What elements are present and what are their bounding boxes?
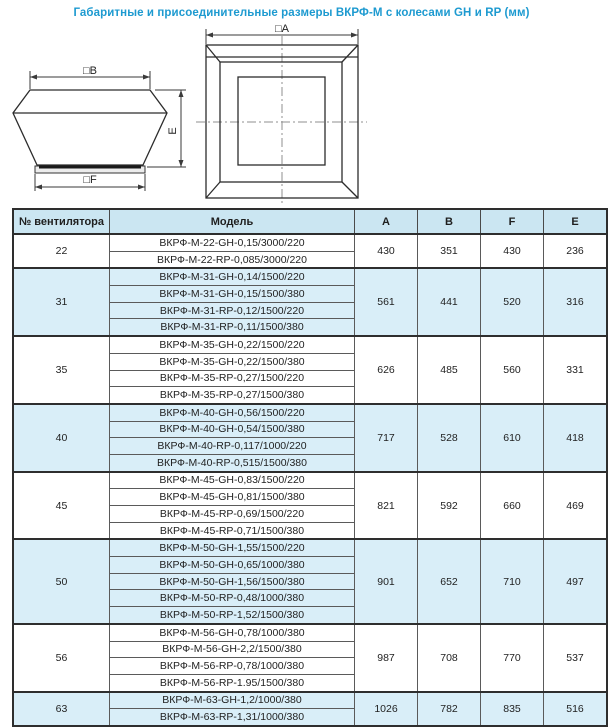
model-cell: ВКРФ-М-50-GH-1,55/1500/220 bbox=[110, 539, 355, 556]
model-cell: ВКРФ-М-50-GH-0,65/1000/380 bbox=[110, 557, 355, 574]
dim-e-cell: 418 bbox=[544, 404, 608, 472]
model-cell: ВКРФ-М-35-GH-0,22/1500/380 bbox=[110, 353, 355, 370]
dim-e-cell: 469 bbox=[544, 472, 608, 540]
table-row bbox=[13, 404, 607, 421]
dim-a-cell: 987 bbox=[355, 624, 418, 692]
dim-e-cell: 516 bbox=[544, 692, 608, 726]
dim-label-f: □F bbox=[83, 174, 97, 186]
dim-e-cell: 331 bbox=[544, 336, 608, 404]
model-cell: ВКРФ-М-45-RP-0,71/1500/380 bbox=[110, 522, 355, 539]
dim-a-cell: 561 bbox=[355, 268, 418, 336]
header-dim-e: E bbox=[544, 209, 608, 234]
fan-number-cell: 31 bbox=[13, 268, 110, 336]
dimensions-table bbox=[12, 208, 608, 727]
dim-f-cell: 430 bbox=[481, 234, 544, 268]
dim-f-cell: 520 bbox=[481, 268, 544, 336]
dim-b-cell: 652 bbox=[418, 539, 481, 623]
fan-number-cell: 50 bbox=[13, 539, 110, 623]
table-row bbox=[13, 268, 607, 285]
dim-e-cell: 497 bbox=[544, 539, 608, 623]
model-cell: ВКРФ-М-56-RP-0,78/1000/380 bbox=[110, 658, 355, 675]
model-cell: ВКРФ-М-40-RP-0,515/1500/380 bbox=[110, 454, 355, 471]
dim-b-cell: 485 bbox=[418, 336, 481, 404]
top-view-drawing bbox=[195, 22, 380, 208]
dim-f-cell: 770 bbox=[481, 624, 544, 692]
header-dim-f: F bbox=[481, 209, 544, 234]
dim-a-cell: 901 bbox=[355, 539, 418, 623]
dim-b-cell: 528 bbox=[418, 404, 481, 472]
model-cell: ВКРФ-М-22-RP-0,085/3000/220 bbox=[110, 251, 355, 268]
model-cell: ВКРФ-М-56-GH-0,78/1000/380 bbox=[110, 624, 355, 641]
fan-number-cell: 22 bbox=[13, 234, 110, 268]
model-cell: ВКРФ-М-31-GH-0,15/1500/380 bbox=[110, 286, 355, 303]
fan-number-cell: 56 bbox=[13, 624, 110, 692]
dim-f-cell: 560 bbox=[481, 336, 544, 404]
dim-label-b: □B bbox=[83, 65, 97, 77]
dim-b-cell: 782 bbox=[418, 692, 481, 726]
dim-a-cell: 821 bbox=[355, 472, 418, 540]
model-cell: ВКРФ-М-35-GH-0,22/1500/220 bbox=[110, 336, 355, 353]
dim-f-cell: 660 bbox=[481, 472, 544, 540]
fan-number-cell: 45 bbox=[13, 472, 110, 540]
model-cell: ВКРФ-М-56-RP-1.95/1500/380 bbox=[110, 674, 355, 691]
table-header-row bbox=[13, 209, 607, 234]
dim-f-cell: 835 bbox=[481, 692, 544, 726]
table-row bbox=[13, 472, 607, 489]
dim-b-cell: 351 bbox=[418, 234, 481, 268]
model-cell: ВКРФ-М-50-RP-0,48/1000/380 bbox=[110, 590, 355, 607]
page-title: Габаритные и присоединительные размеры ВКРФ-М с колесами GH и RP (мм) bbox=[73, 7, 530, 19]
model-cell: ВКРФ-М-56-GH-2,2/1500/380 bbox=[110, 641, 355, 658]
dim-label-a: □A bbox=[275, 23, 289, 35]
model-cell: ВКРФ-М-63-RP-1,31/1000/380 bbox=[110, 709, 355, 726]
table-row bbox=[13, 624, 607, 641]
fan-number-cell: 40 bbox=[13, 404, 110, 472]
header-model: Модель bbox=[110, 209, 355, 234]
dim-label-e: E bbox=[167, 127, 179, 135]
model-cell: ВКРФ-М-40-GH-0,56/1500/220 bbox=[110, 404, 355, 421]
model-cell: ВКРФ-М-63-GH-1,2/1000/380 bbox=[110, 692, 355, 709]
model-cell: ВКРФ-М-45-GH-0,81/1500/380 bbox=[110, 489, 355, 506]
dim-b-cell: 708 bbox=[418, 624, 481, 692]
fan-number-cell: 35 bbox=[13, 336, 110, 404]
model-cell: ВКРФ-М-35-RP-0,27/1500/220 bbox=[110, 370, 355, 387]
size-table-body bbox=[13, 234, 607, 726]
table-row bbox=[13, 234, 607, 251]
model-cell: ВКРФ-М-31-RP-0,12/1500/220 bbox=[110, 302, 355, 319]
model-cell: ВКРФ-М-45-RP-0,69/1500/220 bbox=[110, 506, 355, 523]
header-fan-number: № вентилятора bbox=[13, 209, 110, 234]
side-view-drawing bbox=[5, 58, 200, 198]
model-cell: ВКРФ-М-35-RP-0,27/1500/380 bbox=[110, 387, 355, 404]
dim-f-cell: 710 bbox=[481, 539, 544, 623]
table-row bbox=[13, 539, 607, 556]
model-cell: ВКРФ-М-50-RP-1,52/1500/380 bbox=[110, 607, 355, 624]
model-cell: ВКРФ-М-50-GH-1,56/1500/380 bbox=[110, 573, 355, 590]
dim-a-cell: 717 bbox=[355, 404, 418, 472]
dim-a-cell: 1026 bbox=[355, 692, 418, 726]
dim-f-cell: 610 bbox=[481, 404, 544, 472]
dim-e-cell: 316 bbox=[544, 268, 608, 336]
header-dim-b: B bbox=[418, 209, 481, 234]
model-cell: ВКРФ-М-31-GH-0,14/1500/220 bbox=[110, 268, 355, 285]
model-cell: ВКРФ-М-40-GH-0,54/1500/380 bbox=[110, 421, 355, 438]
table-row bbox=[13, 336, 607, 353]
model-cell: ВКРФ-М-40-RP-0,117/1000/220 bbox=[110, 438, 355, 455]
model-cell: ВКРФ-М-22-GH-0,15/3000/220 bbox=[110, 234, 355, 251]
header-dim-a: A bbox=[355, 209, 418, 234]
model-cell: ВКРФ-М-31-RP-0,11/1500/380 bbox=[110, 319, 355, 336]
model-cell: ВКРФ-М-45-GH-0,83/1500/220 bbox=[110, 472, 355, 489]
dim-a-cell: 430 bbox=[355, 234, 418, 268]
dim-b-cell: 441 bbox=[418, 268, 481, 336]
dim-b-cell: 592 bbox=[418, 472, 481, 540]
table-row bbox=[13, 692, 607, 709]
fan-number-cell: 63 bbox=[13, 692, 110, 726]
dim-a-cell: 626 bbox=[355, 336, 418, 404]
dim-e-cell: 537 bbox=[544, 624, 608, 692]
dim-e-cell: 236 bbox=[544, 234, 608, 268]
